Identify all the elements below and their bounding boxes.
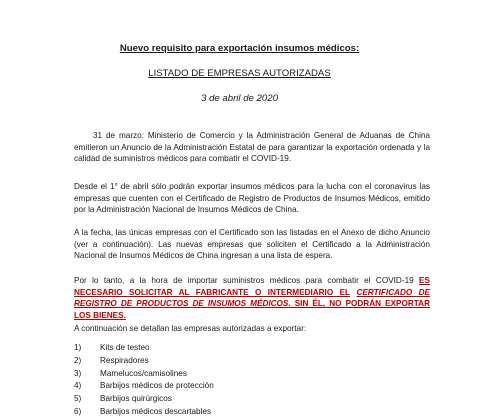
paragraph-requirement: Desde el 1° de abril sólo podrán exportar insumos médicos para la lucha con el coronavirus las empresas que cuenten con el Certificado de Registro de Productos de Insumos Médicos, emitido por la Administración Nacional de Insumos Médicos de China. xyxy=(74,182,430,215)
list-item xyxy=(74,380,214,393)
paragraph-alert xyxy=(74,275,430,322)
list-item-number: 6) xyxy=(74,406,82,416)
list-item-label: Barbijos quirúrgicos xyxy=(100,394,172,404)
list-item xyxy=(74,355,214,368)
list-item-number: 2) xyxy=(74,355,82,365)
list-title: LISTADO DE EMPRESAS AUTORIZADAS xyxy=(148,68,331,79)
list-item xyxy=(74,406,214,419)
paragraph-waiting-list: A la fecha, las únicas empresas con el Certificado son las listadas en el Anexo de dicho Anuncio (ver a continuación). Las nuevas empresas que soliciten el Certificado a la Administración Nacional de Insumos Médicos de China ingresan a una lista de espera. xyxy=(74,228,430,261)
list-item xyxy=(74,342,214,355)
list-item-number: 5) xyxy=(74,394,82,404)
list-item-label: Barbijos médicos de protección xyxy=(100,381,214,391)
list-item-label: Kits de testeo xyxy=(100,343,150,352)
list-item-label: Barbijos médicos descartables xyxy=(100,406,212,416)
paragraph-announcement: 31 de marzo: Ministerio de Comercio y la Administración General de Aduanas de China emitieron un Anuncio de la Administración Estatal de para garantizar la exportación ordenada y la calidad de suministros médicos para combatir el COVID-19. xyxy=(74,131,430,164)
paragraph-list-intro: A continuación se detallan las empresas autorizadas a exportar: xyxy=(74,324,307,333)
alert-text-a: ES NECESARIO SOLICITAR AL FABRICANTE O INTERMEDIARIO EL xyxy=(74,276,430,297)
list-item-number: 1) xyxy=(74,343,82,352)
list-item xyxy=(74,393,214,406)
alert-intro: Por lo tanto, a la hora de importar suministros médicos para combatir el COVID-19 xyxy=(74,276,414,285)
product-list xyxy=(74,342,214,419)
list-item-number: 4) xyxy=(74,381,82,391)
requirement-title: Nuevo requisito para exportación insumos médicos: xyxy=(119,43,360,54)
list-item-label: Respiradores xyxy=(100,355,149,365)
alert-certificate: CERTIFICADO DE REGISTRO DE PRODUCTOS DE INSUMOS MÉDICOS xyxy=(74,287,430,309)
list-item-number: 3) xyxy=(74,368,82,378)
list-item-label: Mamelucos/camisolines xyxy=(100,368,187,378)
list-item xyxy=(74,368,214,381)
document-date: 3 de abril de 2020 xyxy=(201,93,278,104)
alert-text-b: . SIN ÉL, NO PODRÁN EXPORTAR LOS BIENES. xyxy=(74,299,430,321)
